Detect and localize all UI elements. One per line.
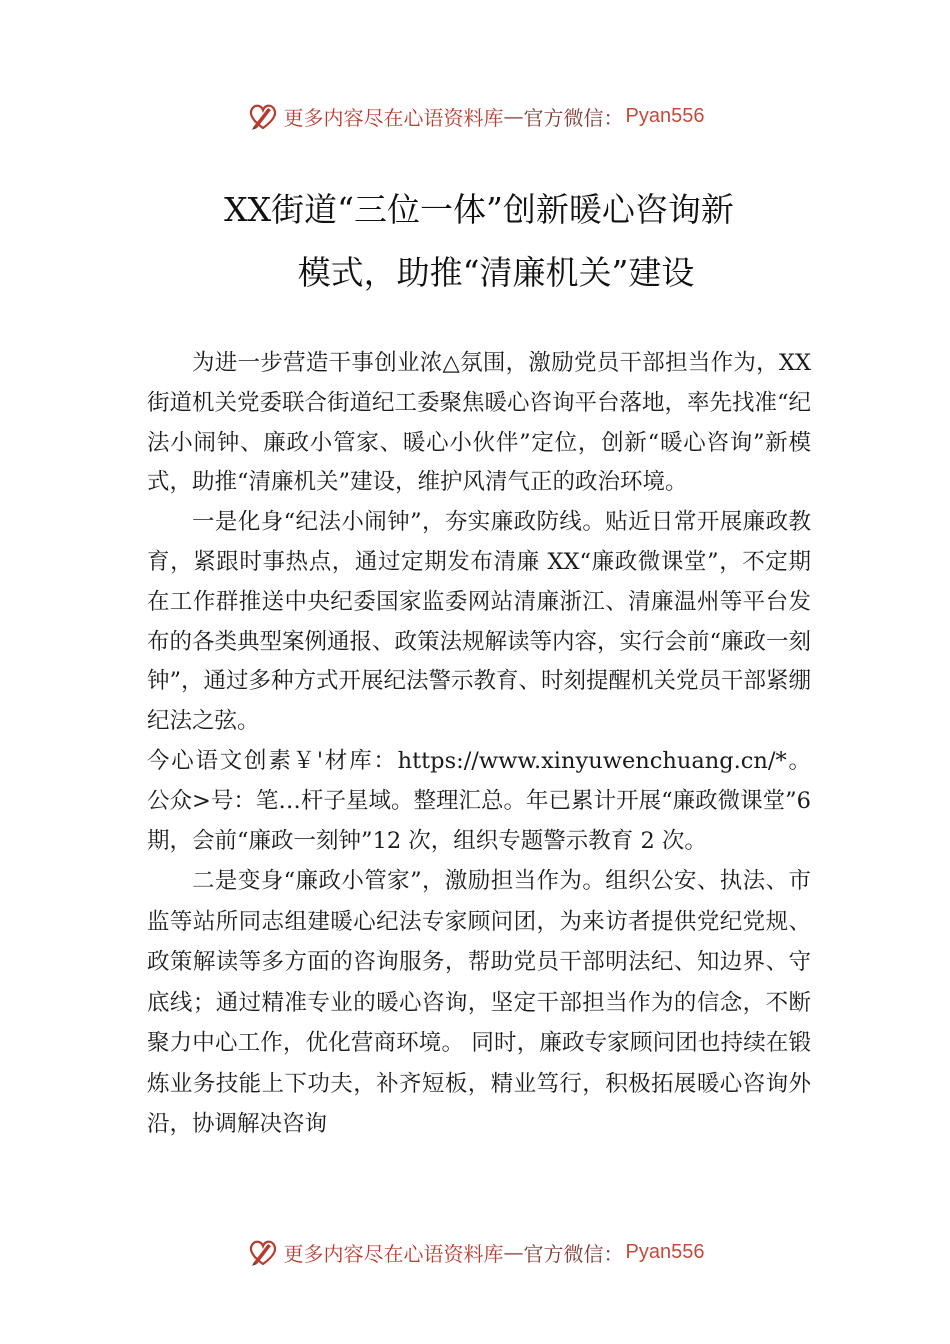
header-watermark-banner [0, 96, 950, 136]
document-body [147, 344, 811, 1145]
banner-wechat-id: Pyan556 [625, 1240, 705, 1263]
pen-heart-logo-icon [246, 1235, 280, 1269]
paragraph-intro: 为进一步营造干事创业浓△氛围，激励党员干部担当作为，XX 街道机关党委联合街道纪工委聚焦暖心咨询平台落地，率先找准“纪法小闹钟、廉政小管家、暖心小伙伴”定位，创新“暖心咨询”新模式，助推“清廉机关”建设，维护风清气正的政治环境。 [147, 350, 812, 496]
paragraph-point-2: 二是变身“廉政小管家”，激励担当作为。组织公安、执法、市监等站所同志组建暖心纪法专家顾问团，为来访者提供党纪党规、政策解读等多方面的咨询服务，帮助党员干部明法纪、知边界、守底线；通过精准专业的暖心咨询，坚定干部担当作为的信念，不断聚力中心工作，优化营商环境。 同时，廉政专家顾问团也持续在锻炼业务技能上下功夫，补齐短板，精业笃行，积极拓展暖心咨询外沿，协调解决咨询 [147, 868, 811, 1138]
document-title-line-2: 模式，助推“清廉机关”建设 [297, 253, 695, 292]
pen-heart-logo-icon [246, 99, 280, 133]
paragraph-watermark-insert: 今心语文创素￥'材库：https://www.xinyuwenchuang.cn/*。公众>号：笔…杆子星域。整理汇总。年已累计开展“廉政微课堂”6 期，会前“廉政一刻钟”12 次，组织专题警示教育 2 次。 [147, 747, 811, 854]
document-title-line-1: XX街道“三位一体”创新暖心咨询新 [224, 190, 734, 229]
banner-wechat-id: Pyan556 [625, 104, 705, 127]
banner-dash: — [503, 1240, 524, 1264]
footer-watermark-banner [0, 1232, 950, 1272]
banner-brand-text: 更多内容尽在心语资料库 [283, 105, 504, 130]
paragraph-point-1: 一是化身“纪法小闹钟”，夯实廉政防线。贴近日常开展廉政教育，紧跟时事热点，通过定期发布清廉 XX“廉政微课堂”，不定期在工作群推送中央纪委国家监委网站清廉浙江、清廉温州等平台发布的各类典型案例通报、政策法规解读等内容，实行会前“廉政一刻钟”，通过多种方式开展纪法警示教育、时刻提醒机关党员干部紧绷纪法之弦。 [147, 509, 812, 735]
banner-dash: — [503, 104, 524, 128]
banner-wechat-label: 官方微信： [523, 105, 624, 130]
banner-wechat-label: 官方微信： [523, 1241, 624, 1266]
banner-brand-text: 更多内容尽在心语资料库 [283, 1241, 504, 1266]
